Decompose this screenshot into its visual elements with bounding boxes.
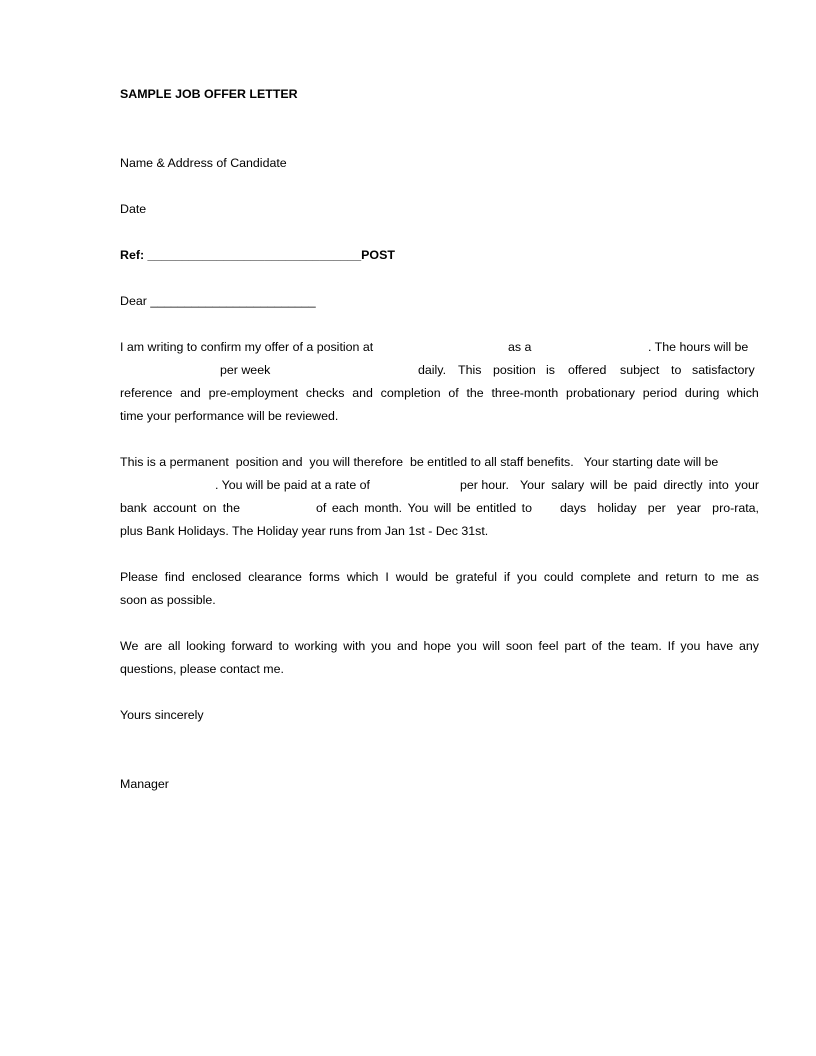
word: We <box>120 639 139 653</box>
word: you <box>456 639 477 653</box>
para1-line2-h: to <box>671 363 682 377</box>
signature-line: Manager <box>120 777 169 791</box>
word: to <box>521 501 532 515</box>
reference-line <box>120 248 759 263</box>
word: the <box>607 639 625 653</box>
para2-line3-c <box>560 501 759 516</box>
word: you <box>517 570 538 584</box>
word: probationary <box>566 386 635 400</box>
salutation-line <box>120 294 759 309</box>
para1-line3 <box>120 386 759 401</box>
word: enclosed <box>191 570 242 584</box>
word: and <box>396 639 418 653</box>
word: each <box>331 501 359 515</box>
para1-line1-a: I am writing to confirm my offer of a position at <box>120 340 374 354</box>
para4-line2: questions, please contact me. <box>120 662 284 676</box>
word: three-month <box>491 386 559 400</box>
para2-line2-b: per hour. <box>460 478 509 492</box>
word: to <box>278 639 289 653</box>
word: feel <box>538 639 559 653</box>
para2-line2-c <box>520 478 759 493</box>
word: days <box>560 501 587 515</box>
word: looking <box>186 639 226 653</box>
para1-line4: time your performance will be reviewed. <box>120 409 339 423</box>
para1-line2-e: is <box>546 363 555 377</box>
word: account <box>153 501 197 515</box>
word: me <box>721 570 739 584</box>
ref-blank: _______________________________ <box>147 248 362 262</box>
ref-post: POST <box>361 248 395 262</box>
word: You <box>407 501 429 515</box>
dear-blank: ________________________ <box>150 294 316 308</box>
word: I <box>385 570 389 584</box>
candidate-name-address: Name & Address of Candidate <box>120 156 287 170</box>
word: per <box>647 501 666 515</box>
word: return <box>665 570 698 584</box>
word: pre-employment <box>208 386 299 400</box>
word: to <box>704 570 715 584</box>
word: be <box>434 570 449 584</box>
word: could <box>543 570 574 584</box>
word: entitled <box>476 501 517 515</box>
para2-line3-b <box>316 501 532 516</box>
word: be <box>613 478 628 492</box>
word: into <box>708 478 729 492</box>
word: grateful <box>455 570 498 584</box>
word: your <box>734 478 759 492</box>
word: as <box>745 570 759 584</box>
word: month. <box>364 501 403 515</box>
date-line: Date <box>120 202 147 216</box>
word: of <box>316 501 327 515</box>
word: are <box>144 639 163 653</box>
para2-line2-a: . You will be paid at a rate of <box>215 478 370 492</box>
word: find <box>164 570 185 584</box>
word: soon <box>505 639 533 653</box>
word: which <box>346 570 379 584</box>
dear-label: Dear <box>120 294 147 308</box>
word: will <box>434 501 452 515</box>
para1-line1-c: . The hours will be <box>648 340 749 354</box>
word: any <box>738 639 759 653</box>
para2-line4: plus Bank Holidays. The Holiday year runs from Jan 1st - Dec 31st. <box>120 524 489 538</box>
word: holiday <box>597 501 637 515</box>
word: during <box>684 386 720 400</box>
para1-line2-g: subject <box>620 363 660 377</box>
word: year <box>676 501 701 515</box>
word: part <box>564 639 586 653</box>
word: you <box>371 639 392 653</box>
word: and <box>180 386 201 400</box>
word: will <box>590 478 608 492</box>
word: would <box>395 570 429 584</box>
ref-label: Ref: <box>120 248 145 262</box>
word: paid <box>633 478 658 492</box>
word: and <box>637 570 659 584</box>
word: be <box>456 501 471 515</box>
para1-line2-b: daily. <box>418 363 447 377</box>
para1-line2-c: This <box>458 363 482 377</box>
word: the <box>466 386 484 400</box>
word: Please <box>120 570 158 584</box>
para3-line2: soon as possible. <box>120 593 216 607</box>
word: team. <box>630 639 662 653</box>
word: of <box>448 386 459 400</box>
word: the <box>222 501 240 515</box>
word: completion <box>380 386 441 400</box>
word: if <box>503 570 511 584</box>
word: you <box>680 639 701 653</box>
word: on <box>202 501 217 515</box>
word: checks <box>305 386 345 400</box>
word: working <box>294 639 338 653</box>
para1-line2-i: satisfactory <box>692 363 755 377</box>
word: and <box>352 386 373 400</box>
word: all <box>167 639 181 653</box>
word: clearance <box>248 570 302 584</box>
word: forward <box>231 639 273 653</box>
word: pro-rata, <box>712 501 759 515</box>
word: salary <box>551 478 585 492</box>
para2-line1: This is a permanent position and you will therefore be entitled to all staff benefits. Your starting date will be <box>120 455 719 469</box>
para3-line1 <box>120 570 759 585</box>
letter-title: SAMPLE JOB OFFER LETTER <box>120 87 298 101</box>
word: directly <box>663 478 703 492</box>
word: hope <box>423 639 452 653</box>
para2-line3-a <box>120 501 240 516</box>
word: reference <box>120 386 173 400</box>
word: which <box>727 386 759 400</box>
para1-line1-b: as a <box>508 340 532 354</box>
word: with <box>343 639 366 653</box>
word: complete <box>580 570 631 584</box>
para1-line2-a: per week <box>220 363 271 377</box>
closing-line: Yours sincerely <box>120 708 204 722</box>
para4-line1 <box>120 639 759 654</box>
word: forms <box>308 570 340 584</box>
word: bank <box>120 501 147 515</box>
word: If <box>667 639 675 653</box>
word: of <box>591 639 602 653</box>
word: period <box>642 386 678 400</box>
para1-line2-d: position <box>493 363 536 377</box>
para1-line2-f: offered <box>568 363 607 377</box>
word: Your <box>520 478 546 492</box>
word: will <box>482 639 500 653</box>
word: have <box>706 639 734 653</box>
